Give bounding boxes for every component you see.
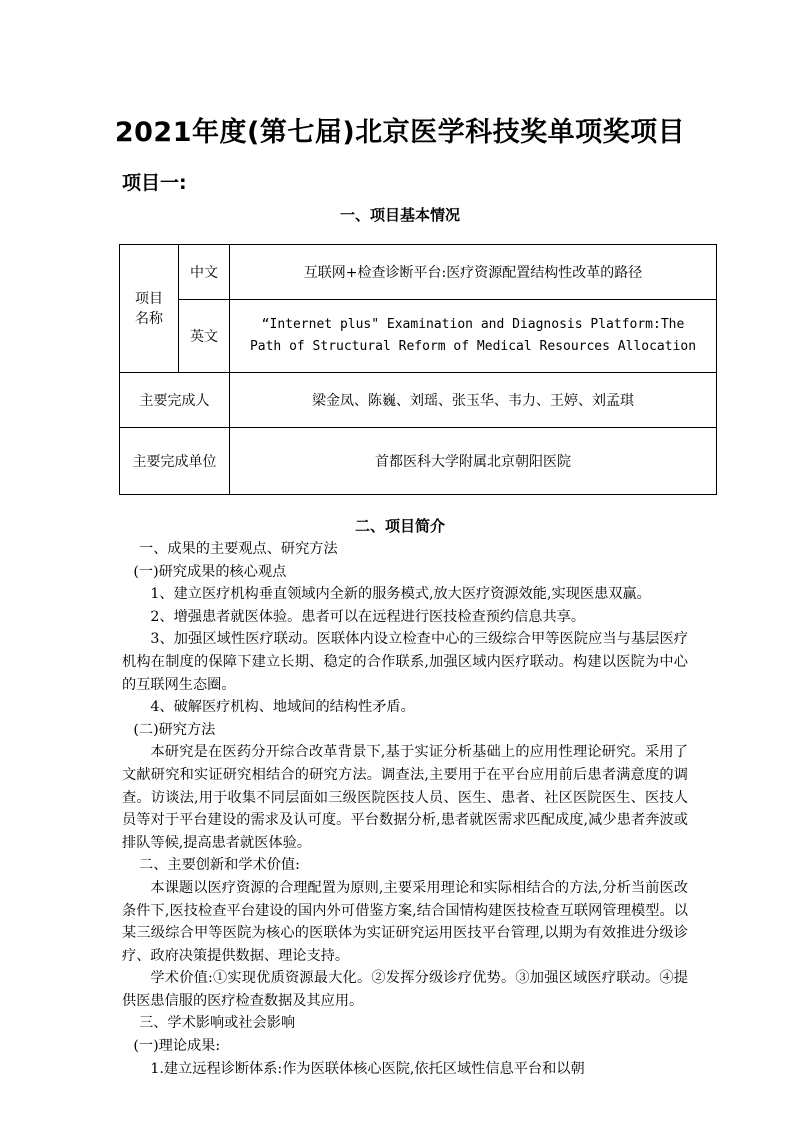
paragraph: 4、破解医疗机构、地域间的结构性矛盾。	[150, 699, 415, 716]
en-label: 英文	[179, 300, 230, 373]
completers-label: 主要完成人	[120, 373, 230, 428]
project-info-table	[119, 244, 717, 495]
paragraph: 本研究是在医药分开综合改革背景下,基于实证分析基础上的应用性理论研究。采用了文献研究和实证研究相结合的研究方法。调查法,主要用于在平台应用前后患者满意度的调查。访谈法,用于收集不同层面如三级医院医技人员、医生、患者、社区医院医生、医技人员等对于平台建设的需求及认可度。平台数据分析,患者就医需求匹配成度,减少患者奔波或排队等候,提高患者就医体验。	[122, 744, 688, 851]
project-label: 项目一:	[122, 172, 187, 194]
en-value-line1: “Internet plus" Examination and Diagnosis Platform:The	[261, 317, 685, 332]
heading-1: 一、成果的主要观点、研究方法	[139, 541, 338, 557]
cn-value: 互联网+检查诊断平台:医疗资源配置结构性改革的路径	[230, 245, 717, 300]
subheading-1-2: (二)研究方法	[133, 721, 216, 738]
subheading-1-1: (一)研究成果的核心观点	[133, 563, 287, 580]
paragraph: 2、增强患者就医体验。患者可以在远程进行医技检查预约信息共享。	[150, 608, 586, 625]
section1-title: 一、项目基本情况	[339, 206, 460, 224]
section2-title: 二、项目简介	[354, 517, 445, 535]
document-title: 2021年度(第七届)北京医学科技奖单项奖项目	[114, 117, 686, 148]
project-name-label: 项目名称	[120, 245, 179, 373]
completers-value: 梁金凤、陈巍、刘瑶、张玉华、韦力、王婷、刘孟琪	[230, 373, 717, 428]
en-value	[230, 300, 717, 373]
en-value-line2: Path of Structural Reform of Medical Resources Allocation	[249, 339, 697, 354]
project-summary-body	[122, 538, 688, 1080]
paragraph: 1.建立远程诊断体系:作为医联体核心医院,依托区域性信息平台和以朝	[150, 1060, 585, 1077]
cn-label: 中文	[179, 245, 230, 300]
units-value: 首都医科大学附属北京朝阳医院	[230, 428, 717, 495]
paragraph: 3、加强区域性医疗联动。医联体内设立检查中心的三级综合甲等医院应当与基层医疗机构在制度的保障下建立长期、稳定的合作联系,加强区域内医疗联动。构建以医院为中心的互联网生态圈。	[122, 631, 688, 693]
units-label: 主要完成单位	[120, 428, 230, 495]
subheading-3-1: (一)理论成果:	[133, 1038, 221, 1055]
heading-2: 二、主要创新和学术价值:	[139, 857, 300, 874]
paragraph: 1、建立医疗机构垂直领域内全新的服务模式,放大医疗资源效能,实现医患双赢。	[150, 586, 651, 603]
heading-3: 三、学术影响或社会影响	[139, 1015, 296, 1032]
paragraph: 本课题以医疗资源的合理配置为原则,主要采用理论和实际相结合的方法,分析当前医改条件下,医技检查平台建设的国内外可借鉴方案,结合国情构建医技检查互联网管理模型。以某三级综合甲等医院为核心的医联体为实证研究运用医技平台管理,以期为有效推进分级诊疗、政府决策提供数据、理论支持。	[122, 879, 688, 964]
paragraph: 学术价值:①实现优质资源最大化。②发挥分级诊疗优势。③加强区域医疗联动。④提供医患信服的医疗检查数据及其应用。	[122, 970, 688, 1009]
